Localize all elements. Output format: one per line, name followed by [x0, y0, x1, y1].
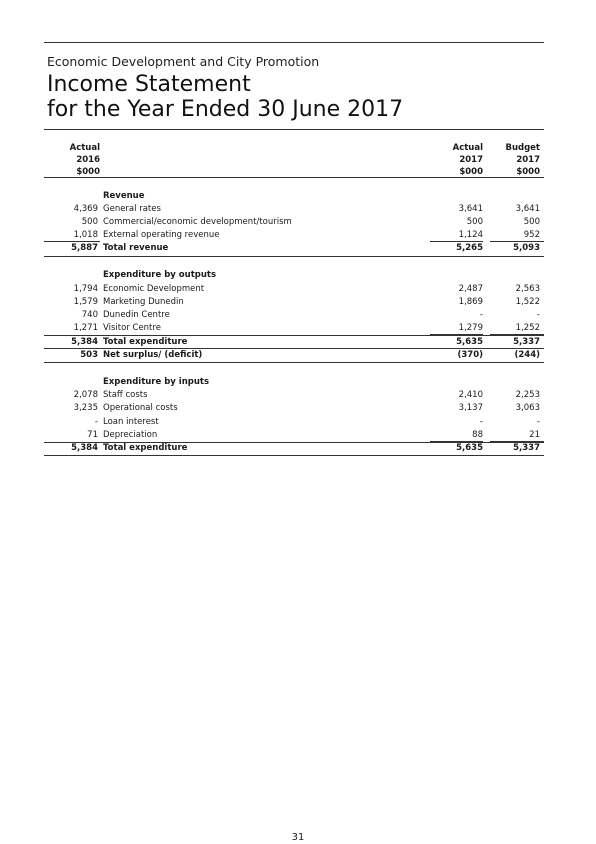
total-expenditure-inputs-row: 5,384 Total expenditure 5,635 5,337: [71, 443, 540, 453]
column-header-prior-actual: Actual 2016 $000: [69, 143, 100, 177]
table-row: 500 Commercial/economic development/tourism 500 500: [81, 217, 540, 227]
title-line-2: for the Year Ended 30 June 2017: [47, 97, 404, 122]
table-row: 2,078 Staff costs 2,410 2,253: [73, 390, 540, 400]
section-heading-outputs: Expenditure by outputs: [103, 270, 217, 280]
table-row: 3,235 Operational costs 3,137 3,063: [73, 403, 540, 413]
column-header-budget: Budget 2017 $000: [505, 143, 540, 177]
top-rule: [44, 42, 544, 43]
table-row: 1,794 Economic Development 2,487 2,563: [73, 284, 540, 294]
bottom-rule: [44, 455, 544, 456]
title-line-1: Income Statement: [47, 72, 251, 97]
table-row: 740 Dunedin Centre - -: [81, 310, 540, 320]
net-surplus-row: 503 Net surplus/ (deficit) (370) (244): [80, 350, 540, 360]
table-row: 1,579 Marketing Dunedin 1,869 1,522: [73, 297, 540, 307]
section-heading-inputs: Expenditure by inputs: [103, 377, 210, 387]
page-number: 31: [291, 832, 305, 843]
section-rule: [44, 256, 544, 257]
header-rule: [44, 177, 544, 178]
table-row: 1,271 Visitor Centre 1,279 1,252: [73, 323, 540, 333]
table-row: - Loan interest - -: [94, 417, 540, 427]
title-rule: [44, 129, 544, 130]
section-heading-revenue: Revenue: [103, 191, 145, 201]
total-expenditure-outputs-row: 5,384 Total expenditure 5,635 5,337: [71, 337, 540, 347]
page-title: [47, 72, 403, 122]
department-name: Economic Development and City Promotion: [47, 54, 320, 69]
table-row: 4,369 General rates 3,641 3,641: [73, 204, 540, 214]
section-rule: [44, 362, 544, 363]
column-header-actual: Actual 2017 $000: [452, 143, 483, 177]
table-row: 1,018 External operating revenue 1,124 952: [73, 230, 540, 240]
total-revenue-row: 5,887 Total revenue 5,265 5,093: [71, 243, 540, 253]
table-row: 71 Depreciation 88 21: [87, 430, 540, 440]
